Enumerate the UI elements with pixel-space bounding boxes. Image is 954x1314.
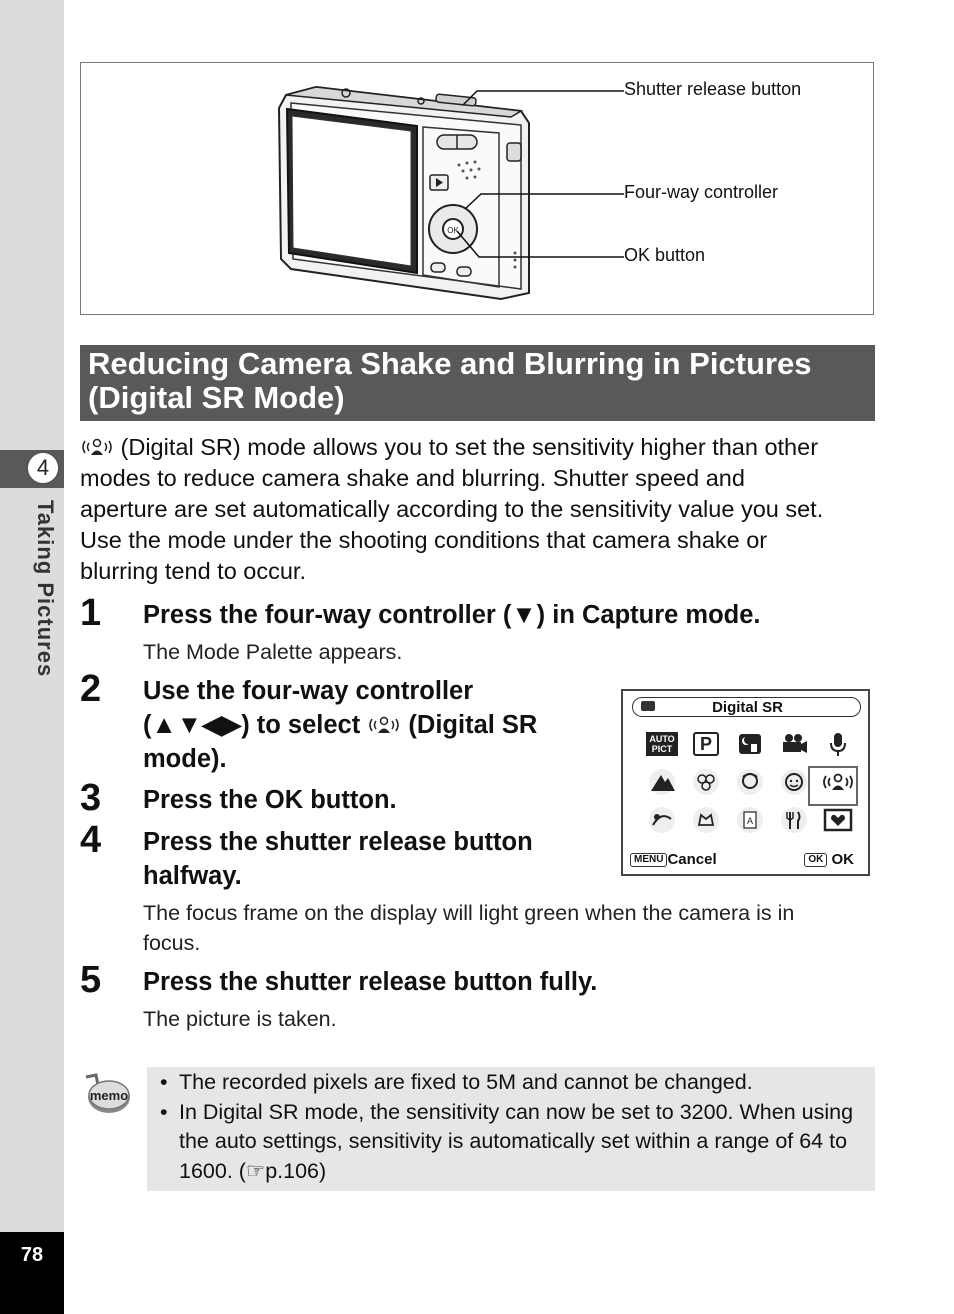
step-instruction [143,674,537,776]
digital-sr-icon [80,435,114,459]
memo-note: • In Digital SR mode, the sensitivity can now be set to 3200. When using the auto settings, sensitivity is automatically set within a range of 64 to 1600. (☞p.106) [158,1098,873,1187]
step-line: halfway. [143,862,242,890]
landscape-icon [645,767,679,797]
auto-picture-icon: AUTO PICT [645,729,679,759]
program-mode-icon: P [689,729,723,759]
cancel-hint [630,851,717,868]
svg-text:memo: memo [89,1088,129,1103]
svg-text:OK: OK [447,226,459,235]
memo-icon [82,1073,132,1117]
step-instruction: Press the shutter release button fully. [143,968,598,996]
step-line: Press the shutter release button [143,828,533,856]
section-title-line2: (Digital SR Mode) [88,380,345,415]
step-line: (Digital SR [408,711,538,739]
chapter-number: 4 [26,451,60,485]
page-number: 78 [20,1244,44,1266]
step-number: 4 [80,819,102,861]
section-title [88,347,878,415]
ok-button-callout: OK button [624,245,706,265]
digital-sr-icon [367,713,401,737]
step-number: 1 [80,592,102,634]
text-icon [733,805,767,835]
night-scene-icon [733,729,767,759]
mode-palette-screen [621,689,870,876]
step-instruction: Press the four-way controller (▼) in Capture mode. [143,601,761,629]
svg-text:A: A [746,816,754,826]
surf-snow-icon [645,805,679,835]
menu-key-icon: MENU [630,853,667,867]
mode-palette-title: Digital SR [712,699,783,716]
ok-label: OK [831,851,854,868]
pet-icon [689,805,723,835]
step-instruction: Press the OK button. [143,786,397,814]
intro-line: (Digital SR) mode allows you to set the sensitivity higher than other [120,434,819,460]
intro-line: Use the mode under the shooting conditions that camera shake or [80,527,768,553]
four-way-controller-callout: Four-way controller [624,182,779,202]
voice-recording-icon [821,729,855,759]
step-instruction [143,825,533,893]
flower-icon [689,767,723,797]
step-line: mode). [143,745,227,773]
step-note-line: focus. [143,931,201,955]
kids-icon [777,767,811,797]
intro-paragraph [80,432,880,587]
step-number: 5 [80,959,102,1001]
mode-palette-footer [630,851,861,871]
memo-note: • The recorded pixels are fixed to 5M and cannot be changed. [158,1068,873,1098]
mode-palette-header [632,697,861,717]
step-note [143,898,794,958]
step-note-line: The focus frame on the display will light green when the camera is in [143,901,795,925]
step-line: (▲▼◀▶) to select [143,711,361,739]
ok-key-icon: OK [804,853,827,867]
selected-mode-frame [808,766,858,806]
shutter-release-callout: Shutter release button [624,79,802,99]
cancel-label: Cancel [667,851,717,868]
step-note: The Mode Palette appears. [143,640,403,664]
intro-line: aperture are set automatically according to the sensitivity value you set. [80,496,824,522]
food-icon [777,805,811,835]
step-number: 2 [80,668,102,710]
intro-line: blurring tend to occur. [80,558,306,584]
memo-notes [158,1068,873,1186]
section-title-line1: Reducing Camera Shake and Blurring in Pictures [88,346,812,381]
intro-line: modes to reduce camera shake and blurring. Shutter speed and [80,465,745,491]
ok-hint [804,851,854,868]
step-line: Use the four-way controller [143,677,474,705]
chapter-title: Taking Pictures [33,500,58,678]
movie-icon [777,729,811,759]
step-note: The picture is taken. [143,1007,337,1031]
step-number: 3 [80,777,102,819]
frame-composite-icon [821,805,855,835]
portrait-icon [733,767,767,797]
